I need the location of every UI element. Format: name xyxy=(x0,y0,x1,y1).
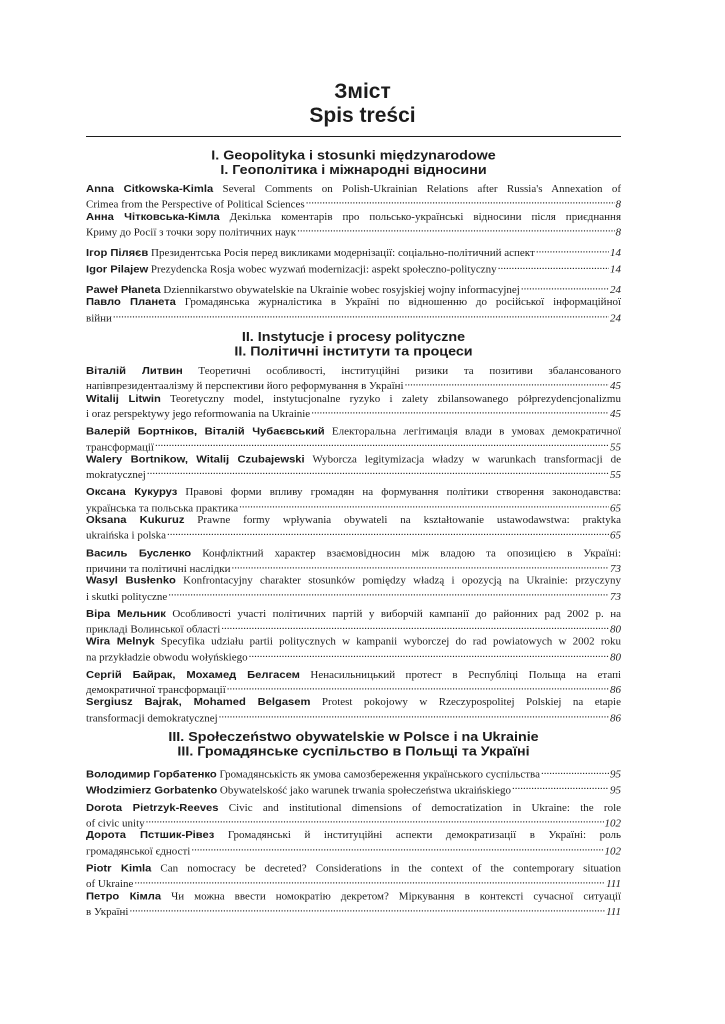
article-title: Ненасильницький протест в Республіці Польща на етапі xyxy=(310,669,622,681)
toc-item[interactable] xyxy=(86,576,621,604)
author-name: Paweł Płaneta xyxy=(86,285,161,297)
toc-entry[interactable] xyxy=(86,245,621,276)
article-title: Теоретичні особливості, інституційні ризики та позитиви збалансованого xyxy=(198,365,622,377)
page-number: 95 xyxy=(610,785,621,797)
article-title-tail: трансформації xyxy=(86,442,154,453)
article-title-tail: of Ukraine xyxy=(86,879,134,891)
page-number: 102 xyxy=(604,818,621,830)
page-number: 73 xyxy=(610,563,621,575)
page-title xyxy=(0,80,725,128)
toc-item-first-line xyxy=(86,426,621,438)
page-number: 8 xyxy=(615,199,621,211)
toc-leader-line xyxy=(86,766,621,782)
toc-item[interactable] xyxy=(86,781,621,797)
dot-leader xyxy=(167,527,609,539)
toc-item-first-line xyxy=(86,211,621,223)
toc-item-first-line xyxy=(86,576,621,588)
page-number: 8 xyxy=(615,227,621,239)
toc-item[interactable] xyxy=(86,766,621,782)
toc-leader-line xyxy=(86,588,621,604)
author-name: Валерій Бортніков, Віталій Чубаєвський xyxy=(86,426,325,438)
page-number: 95 xyxy=(610,769,621,781)
article-title: Specyfika udziału partii politycznych w kampanii wyborczej do rad powiatowych w 2002 roku xyxy=(160,636,621,648)
dot-leader xyxy=(168,588,609,600)
toc-item[interactable] xyxy=(86,211,621,239)
toc-item-first-line xyxy=(86,670,621,682)
toc-leader-line xyxy=(86,709,621,725)
toc-item-first-line xyxy=(86,830,621,842)
article-title-tail: Президентська Росія перед викликами модернізації: соціально-політичний аспект xyxy=(151,248,535,260)
toc-item[interactable] xyxy=(86,297,621,325)
dot-leader xyxy=(297,223,614,235)
toc-item-first-line xyxy=(86,548,621,560)
page-number: 45 xyxy=(610,409,621,420)
section-heading-polish: II. Instytucje i procesy polityczne xyxy=(241,330,466,345)
toc-entry[interactable] xyxy=(86,863,621,918)
dot-leader xyxy=(146,815,604,827)
article-title-tail: українська та польська практика xyxy=(86,502,239,514)
dot-leader xyxy=(541,766,609,778)
toc-item-first-line xyxy=(86,487,621,499)
toc-item-first-line xyxy=(86,515,621,527)
author-name: Павло Планета xyxy=(86,297,176,309)
article-title-tail: Obywatelskość jako warunek trwania społeczeństwa ukraińskiego xyxy=(219,785,512,797)
dot-leader xyxy=(221,621,609,633)
toc-item-first-line xyxy=(86,454,621,466)
author-name: Ігор Піляєв xyxy=(86,248,149,260)
author-name: Walery Bortnikow, Witalij Czubajewski xyxy=(86,454,305,465)
toc-entry[interactable] xyxy=(86,366,621,421)
article-title-tail: громадянської єдності xyxy=(86,846,191,857)
article-title-tail: прикладі Волинської області xyxy=(86,624,221,636)
article-title-tail: i skutki polityczne xyxy=(86,591,168,603)
toc-leader-line xyxy=(86,621,621,637)
article-title-tail: Prezydencka Rosja wobec wyzwań modernizacji: aspekt społeczno-polityczny xyxy=(150,264,497,275)
page-number: 24 xyxy=(610,285,621,297)
toc-entry[interactable] xyxy=(86,670,621,725)
toc-leader-line xyxy=(86,499,621,515)
page-number: 80 xyxy=(610,624,621,636)
toc-entry[interactable] xyxy=(86,426,621,481)
article-title: Громадянські й інституційні аспекти демократизації в Україні: роль xyxy=(227,830,622,842)
author-name: Dorota Pietrzyk-Reeves xyxy=(86,802,219,814)
article-title: Особливості участі політичних партій у виборчій кампанії до районних рад 2002 р. на xyxy=(172,608,621,620)
toc-item[interactable] xyxy=(86,697,621,725)
article-title-tail: причини та політичні наслідки xyxy=(86,563,231,575)
dot-leader xyxy=(521,281,609,293)
table-of-contents xyxy=(86,143,621,924)
article-title: Several Comments on Polish-Ukrainian Relations after Russia's Annexation of xyxy=(222,183,622,195)
author-name: Włodzimierz Gorbatenko xyxy=(86,785,218,797)
toc-entry[interactable] xyxy=(86,609,621,664)
author-name: Oksana Kukuruz xyxy=(86,514,185,526)
article-title: Konfrontacyjny charakter stosunków pomiędzy władzą i opozycją na Ukrainie: przyczyny xyxy=(183,575,622,587)
dot-leader xyxy=(134,875,605,887)
author-name: Igor Pilajew xyxy=(86,264,149,275)
toc-entry[interactable] xyxy=(86,766,621,797)
page-number: 86 xyxy=(610,685,621,697)
toc-item[interactable] xyxy=(86,515,621,543)
article-title-tail: i oraz perspektywy jego reformowania na Ukrainie xyxy=(86,409,311,420)
author-name: Петро Кімла xyxy=(86,891,162,902)
author-name: Сергій Байрак, Мохамед Белгасем xyxy=(86,669,300,681)
toc-item[interactable] xyxy=(86,487,621,515)
dot-leader xyxy=(219,709,609,721)
section-heading-ukrainian: II. Політичні інститути та процеси xyxy=(234,344,473,360)
toc-leader-line xyxy=(86,842,621,858)
author-name: Witalij Litwin xyxy=(86,393,161,405)
toc-item[interactable] xyxy=(86,454,621,482)
author-name: Дорота Пстшик-Рівез xyxy=(86,830,215,842)
page-number: 111 xyxy=(606,906,621,918)
toc-leader-line xyxy=(86,260,621,276)
toc-item[interactable] xyxy=(86,426,621,454)
toc-leader-line xyxy=(86,378,621,394)
dot-leader xyxy=(306,196,615,208)
article-title-tail: в Україні xyxy=(86,906,129,918)
article-title: Громадянська журналістика в Україні по відношенню до російської інформаційної xyxy=(184,297,622,309)
toc-entry[interactable] xyxy=(86,281,621,324)
toc-item-first-line xyxy=(86,863,621,875)
toc-entry[interactable] xyxy=(86,184,621,239)
article-title-tail: na przykładzie obwodu wołyńskiego xyxy=(86,652,248,664)
toc-leader-line xyxy=(86,196,621,212)
article-title-tail: transformacji demokratycznej xyxy=(86,713,218,724)
section-heading-ukrainian: I. Геополітика і міжнародні відносини xyxy=(220,162,487,178)
article-title-tail: напівпрезидентаалізму й перспективи його реформування в Україні xyxy=(86,381,404,393)
toc-entry[interactable] xyxy=(86,487,621,542)
dot-leader xyxy=(191,842,603,854)
article-title-tail: ukraińska i polska xyxy=(86,530,167,542)
toc-entry[interactable] xyxy=(86,548,621,603)
page-number: 73 xyxy=(610,591,621,603)
page-number: 65 xyxy=(610,502,621,514)
article-title-tail: mokratycznej xyxy=(86,469,146,481)
dot-leader xyxy=(147,466,609,478)
toc-leader-line xyxy=(86,527,621,543)
toc-leader-line xyxy=(86,245,621,261)
toc-item-first-line xyxy=(86,697,621,709)
article-title-tail: Crimea from the Perspective of Political Sciences xyxy=(86,199,305,211)
toc-item[interactable] xyxy=(86,393,621,421)
toc-leader-line xyxy=(86,815,621,831)
article-title: Civic and institutional dimensions of democratization in Ukraine: the role xyxy=(228,802,622,814)
toc-leader-line xyxy=(86,223,621,239)
toc-item-first-line xyxy=(86,366,621,378)
author-name: Wira Melnyk xyxy=(86,636,155,648)
page-number: 86 xyxy=(610,713,621,724)
article-title: Електоральна легітимація влади в умовах демократичної xyxy=(331,426,622,438)
toc-leader-line xyxy=(86,648,621,664)
article-title: Чи можна ввести номократію декретом? Міркування в контексті сучасної ситуації xyxy=(171,891,621,902)
page-number: 111 xyxy=(606,879,621,891)
dot-leader xyxy=(405,378,609,390)
dot-leader xyxy=(227,682,609,694)
toc-item-first-line xyxy=(86,891,621,903)
article-title: Конфліктний характер взаємовідносин між владою та опозицією в Україні: xyxy=(202,547,621,559)
article-title: Teoretyczny model, instytucjonalne ryzyko i zalety zbilansowanego półprezydencjonalizmu xyxy=(170,393,621,405)
author-name: Віра Мельник xyxy=(86,608,166,620)
article-title: Protest pokojowy w Rzeczypospolitej Polskiej na etapie xyxy=(321,697,621,709)
toc-leader-line xyxy=(86,281,621,297)
article-title: Wyborcza legitymizacja władzy w warunkach transformacji de xyxy=(312,454,621,465)
toc-leader-line xyxy=(86,875,621,891)
toc-item[interactable] xyxy=(86,830,621,858)
toc-item-first-line xyxy=(86,636,621,648)
toc-item[interactable] xyxy=(86,245,621,261)
toc-entry[interactable] xyxy=(86,803,621,858)
article-title-tail: Dziennikarstwo obywatelskie na Ukrainie wobec rosyjskiej wojny informacyjnej xyxy=(163,285,520,297)
dot-leader xyxy=(239,499,609,511)
dot-leader xyxy=(130,903,606,915)
dot-leader xyxy=(512,781,609,793)
toc-leader-line xyxy=(86,405,621,421)
article-title-tail: Криму до Росії з точки зору політичних наук xyxy=(86,227,297,239)
article-title: Prawne formy wpływania obywateli na kształtowanie ustawodawstwa: praktyka xyxy=(197,514,621,526)
dot-leader xyxy=(113,309,609,321)
toc-leader-line xyxy=(86,438,621,454)
dot-leader xyxy=(311,405,609,417)
author-name: Оксана Кукуруз xyxy=(86,487,178,499)
article-title: Правові форми впливу громадян на формування політики створення законодавства: xyxy=(185,487,622,499)
author-name: Анна Чітковська-Кімла xyxy=(86,211,220,223)
title-divider xyxy=(86,136,621,137)
section-heading-ukrainian: III. Громадянське суспільство в Польщі та Україні xyxy=(177,744,530,760)
dot-leader xyxy=(155,438,609,450)
toc-item[interactable] xyxy=(86,366,621,394)
section-heading xyxy=(86,148,621,177)
toc-leader-line xyxy=(86,560,621,576)
page-number: 55 xyxy=(610,442,621,453)
author-name: Володимир Горбатенко xyxy=(86,769,217,781)
dot-leader xyxy=(498,260,609,272)
article-title: Декілька коментарів про польсько-українські відносини після приєднання xyxy=(229,211,622,223)
article-title-tail: of civic unity xyxy=(86,818,145,830)
section-heading xyxy=(86,730,621,759)
author-name: Piotr Kimla xyxy=(86,863,152,875)
page-number: 80 xyxy=(610,652,621,664)
page-number: 45 xyxy=(610,381,621,393)
section-heading xyxy=(86,330,621,359)
toc-item-first-line xyxy=(86,184,621,196)
page-number: 55 xyxy=(610,469,621,481)
dot-leader xyxy=(249,648,609,660)
page-number: 24 xyxy=(610,312,621,324)
toc-leader-line xyxy=(86,309,621,325)
toc-leader-line xyxy=(86,781,621,797)
toc-leader-line xyxy=(86,903,621,919)
section-heading-polish: III. Społeczeństwo obywatelskie w Polsce i na Ukrainie xyxy=(168,730,539,745)
toc-item-first-line xyxy=(86,609,621,621)
dot-leader xyxy=(232,560,609,572)
toc-item[interactable] xyxy=(86,636,621,664)
article-title: Can nomocracy be decreted? Considerations in the context of the contemporary situation xyxy=(160,863,622,875)
toc-item[interactable] xyxy=(86,260,621,276)
article-title-tail: війни xyxy=(86,312,112,324)
page-number: 102 xyxy=(604,846,621,857)
toc-item[interactable] xyxy=(86,609,621,637)
toc-item[interactable] xyxy=(86,184,621,212)
toc-item-first-line xyxy=(86,297,621,309)
page-number: 65 xyxy=(610,530,621,542)
page-number: 14 xyxy=(610,264,621,275)
author-name: Sergiusz Bajrak, Mohamed Belgasem xyxy=(86,697,311,709)
toc-leader-line xyxy=(86,466,621,482)
author-name: Wasyl Busłenko xyxy=(86,575,176,587)
article-title-tail: демократичної трансформації xyxy=(86,685,226,697)
toc-item[interactable] xyxy=(86,891,621,919)
title-ukrainian: Зміст xyxy=(334,80,391,103)
toc-leader-line xyxy=(86,682,621,698)
toc-item-first-line xyxy=(86,803,621,815)
toc-item[interactable] xyxy=(86,548,621,576)
author-name: Anna Citkowska-Kimla xyxy=(86,183,214,195)
toc-item[interactable] xyxy=(86,863,621,891)
author-name: Василь Бусленко xyxy=(86,547,192,559)
toc-item[interactable] xyxy=(86,670,621,698)
dot-leader xyxy=(536,245,609,257)
author-name: Віталій Литвин xyxy=(86,365,183,377)
toc-item-first-line xyxy=(86,393,621,405)
article-title-tail: Громадянськість як умова самозбереження українського суспільства xyxy=(219,769,540,781)
toc-item[interactable] xyxy=(86,803,621,831)
toc-item[interactable] xyxy=(86,281,621,297)
section-heading-polish: I. Geopolityka i stosunki międzynarodowe xyxy=(211,148,496,163)
page-number: 14 xyxy=(610,248,621,260)
title-polish: Spis treści xyxy=(309,104,416,127)
